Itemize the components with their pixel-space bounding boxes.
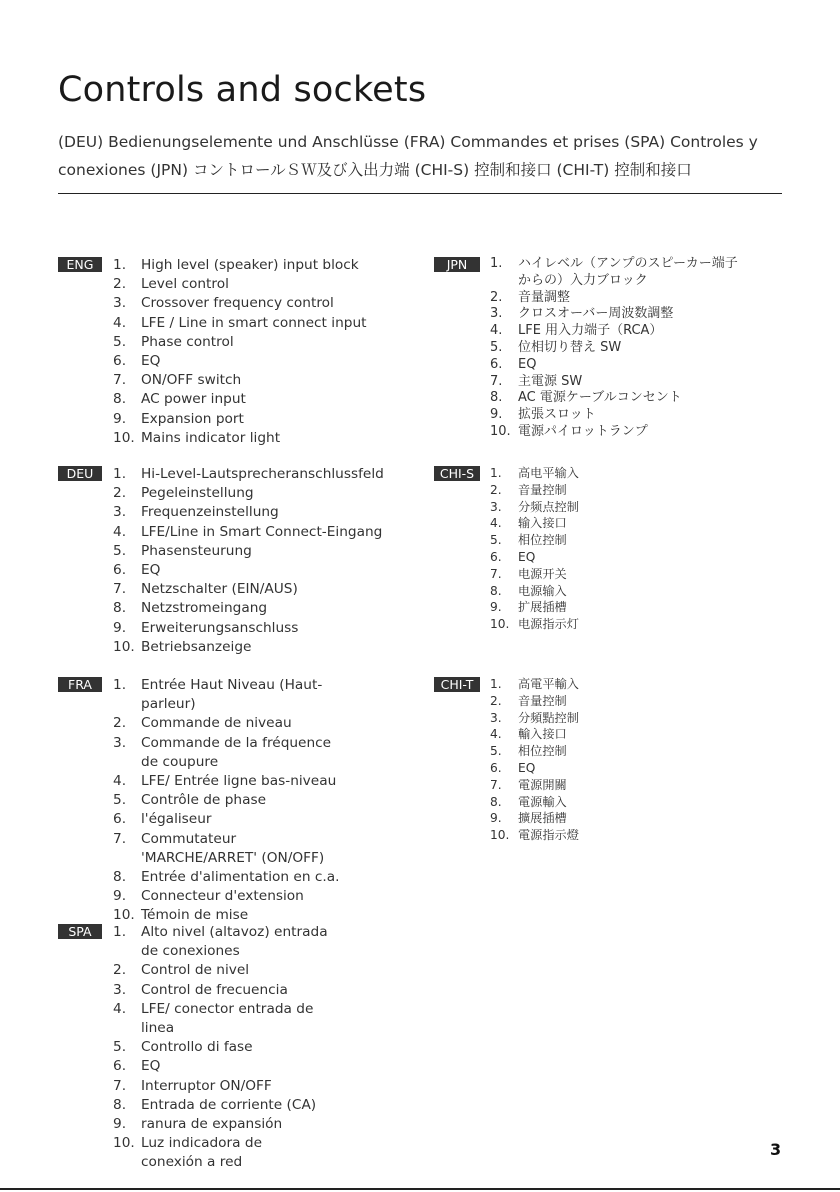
list-item [490,549,740,566]
item-number: 8. [113,600,127,617]
list-item [113,981,328,1000]
item-text: Erweiterungsanschluss [141,619,299,636]
item-text: Frequenzeinstellung [141,504,279,521]
item-number: 3. [490,710,502,725]
item-number: 4. [113,314,127,331]
item-list-jpn [490,256,740,441]
item-number: 5. [113,542,127,559]
item-text: Expansion port [141,410,244,427]
item-number: 2. [490,482,502,497]
list-item [490,357,740,374]
list-item [490,482,740,499]
item-text: 扩展插槽 [518,600,567,615]
item-number: 6. [113,811,127,828]
item-list-chis [490,465,740,633]
section-deu [58,465,398,665]
section-spa [58,923,398,1171]
list-item [490,340,740,357]
item-number: 7. [113,372,127,389]
item-number: 8. [490,390,503,406]
item-number: 7. [490,777,502,792]
item-text: クロスオーバー周波数調整 [518,306,674,322]
section-eng [58,256,398,456]
list-item [490,532,740,549]
list-item [490,306,740,323]
list-item [113,352,398,371]
item-number: 7. [490,566,502,581]
item-text: 相位控制 [518,533,567,548]
item-number: 6. [490,356,503,372]
list-item [113,275,398,294]
item-number: 4. [490,727,502,742]
item-number: 9. [490,600,502,615]
item-number: 7. [113,1077,127,1094]
list-item [113,791,343,810]
item-text: LFE/ conector entrada de linea [141,1000,314,1037]
item-text: Pegeleinstellung [141,485,254,502]
list-item [113,1134,328,1172]
item-text: 電源指示燈 [518,828,579,843]
list-item [113,772,343,791]
list-item [490,515,740,532]
list-item [113,1077,328,1096]
list-item [113,887,343,906]
list-item [490,777,740,794]
list-item [490,616,740,633]
list-item [490,407,740,424]
page-number: 3 [770,1140,782,1159]
item-text: Phasensteurung [141,542,252,559]
list-item [490,693,740,710]
item-number: 3. [113,981,127,998]
list-item [490,290,740,307]
item-number: 5. [490,339,503,355]
list-item [490,810,740,827]
item-list-spa [113,923,328,1173]
item-list-eng [113,256,398,448]
item-text: Entrada de corriente (CA) [141,1096,317,1113]
item-text: 主電源 SW [518,373,583,389]
item-text: 高电平输入 [518,466,579,480]
language-badge-eng: ENG [58,257,102,272]
item-text: 分频点控制 [518,499,579,514]
item-number: 9. [113,619,127,636]
item-text: Alto nivel (altavoz) entrada de conexiones [141,924,328,960]
list-item [490,566,740,583]
item-number: 10. [490,617,510,632]
item-number: 4. [490,323,503,339]
list-item [490,827,740,844]
item-text: Betriebsanzeige [141,638,252,655]
item-text: 分頻點控制 [518,710,579,725]
item-number: 9. [490,407,503,423]
language-badge-deu: DEU [58,466,102,481]
item-list-chit [490,676,740,844]
item-number: 10. [490,828,510,843]
item-text: AC power input [141,391,246,408]
item-number: 4. [113,773,127,790]
item-number: 2. [490,693,502,708]
item-text: Commande de la fréquence de coupure [141,734,332,770]
item-number: 10. [113,1135,135,1152]
item-text: Hi-Level-Lautsprecheranschlussfeld [141,466,384,482]
list-item [113,638,398,657]
list-item [113,542,398,561]
language-badge-chis: CHI-S [434,466,480,481]
item-text: 电源开关 [518,566,567,581]
list-item [490,599,740,616]
list-item [113,580,398,599]
item-number: 1. [490,677,502,691]
list-item [490,710,740,727]
item-text: Luz indicadora de conexión a red [141,1135,263,1171]
list-item [113,390,398,409]
item-text: EQ [518,549,536,564]
list-item [113,1000,328,1038]
item-text: Connecteur d'extension [141,888,304,905]
item-number: 3. [490,306,503,322]
list-item [113,465,398,484]
item-number: 5. [490,744,502,759]
language-badge-chit: CHI-T [434,677,480,692]
item-text: 電源輸入 [518,794,567,809]
item-text: Phase control [141,333,234,350]
language-badge-fra: FRA [58,677,102,692]
item-text: 音量控制 [518,693,567,708]
item-number: 2. [113,485,127,502]
list-item [113,1057,328,1076]
item-number: 7. [113,830,127,847]
item-number: 1. [113,677,127,693]
list-item [490,256,740,290]
subtitle-line-2: conexiones (JPN) コントロールＳＷ及び入出力端 (CHI-S) 控制和接口 (CHI-T) 控制和接口 [58,161,692,179]
item-number: 6. [490,760,502,775]
item-text: Controllo di fase [141,1039,253,1056]
item-number: 7. [113,581,127,598]
item-number: 10. [490,423,511,439]
item-number: 4. [113,523,127,540]
list-item [113,830,343,868]
item-text: Commutateur 'MARCHE/ARRET' (ON/OFF) [141,830,325,866]
item-text: 擴展插槽 [518,811,567,826]
item-number: 8. [113,391,127,408]
item-number: 10. [113,429,135,446]
section-fra [58,676,398,924]
item-number: 9. [113,1116,127,1133]
item-number: 9. [113,410,127,427]
section-chit [434,676,784,876]
item-text: 相位控制 [518,744,567,759]
page-title: Controls and sockets [58,70,427,110]
item-text: LFE/ Entrée ligne bas-niveau [141,773,337,790]
list-item [113,294,398,313]
list-item [113,314,398,333]
item-number: 3. [113,734,127,751]
item-number: 9. [113,888,127,905]
item-number: 9. [490,811,502,826]
item-number: 6. [113,353,127,370]
item-text: 音量調整 [518,289,571,305]
item-text: Crossover frequency control [141,295,334,312]
item-text: EQ [518,760,536,775]
list-item [113,868,343,887]
section-chis [434,465,784,665]
item-list-deu [113,465,398,657]
item-number: 1. [113,466,127,482]
item-number: 5. [490,533,502,548]
list-item [113,561,398,580]
item-number: 1. [490,256,503,271]
list-item [113,333,398,352]
item-text: Témoin de mise [141,907,249,924]
list-item [113,256,398,275]
item-number: 3. [490,499,502,514]
list-item [113,619,398,638]
item-text: Control de nivel [141,962,250,979]
item-text: 音量控制 [518,482,567,497]
item-number: 2. [113,715,127,732]
item-list-fra [113,676,343,926]
list-item [490,760,740,777]
item-text: 电源指示灯 [518,617,579,632]
item-text: Mains indicator light [141,429,281,446]
list-item [113,734,343,772]
list-item [490,794,740,811]
item-number: 4. [490,516,502,531]
list-item [113,961,328,980]
item-text: 输入接口 [518,516,567,531]
item-number: 3. [113,504,127,521]
item-text: LFE / Line in smart connect input [141,314,367,331]
list-item [113,1038,328,1057]
item-number: 5. [113,792,127,809]
list-item [113,1115,328,1134]
item-text: LFE/Line in Smart Connect-Eingang [141,523,383,540]
item-text: ON/OFF switch [141,372,242,389]
list-item [490,323,740,340]
list-item [490,465,740,482]
item-text: Netzschalter (EIN/AUS) [141,581,298,598]
language-badge-jpn: JPN [434,257,480,272]
item-number: 1. [490,466,502,480]
list-item [490,726,740,743]
item-number: 8. [490,583,502,598]
list-item [490,374,740,391]
list-item [113,676,343,714]
list-item [113,923,328,961]
item-number: 5. [113,1039,127,1056]
item-text: Netzstromeingang [141,600,268,617]
item-text: Entrée d'alimentation en c.a. [141,869,340,886]
item-number: 6. [490,549,502,564]
item-text: EQ [141,562,161,579]
item-text: High level (speaker) input block [141,257,359,273]
item-text: Commande de niveau [141,715,292,732]
list-item [113,429,398,448]
list-item [490,743,740,760]
language-badge-spa: SPA [58,924,102,939]
list-item [490,499,740,516]
list-item [113,714,343,733]
list-item [113,371,398,390]
item-text: Interruptor ON/OFF [141,1077,272,1094]
item-text: LFE 用入力端子（RCA） [518,323,663,339]
item-text: EQ [141,1058,161,1075]
item-number: 8. [113,869,127,886]
list-item [113,1096,328,1115]
item-text: l'égaliseur [141,811,212,828]
section-jpn [434,256,784,456]
item-text: 電源開關 [518,777,567,792]
header-divider [58,193,782,194]
list-item [490,390,740,407]
list-item [490,424,740,441]
item-text: ハイレベル（アンプのスピーカー端子からの）入力ブロック [518,256,738,288]
item-text: Level control [141,276,229,293]
item-text: Contrôle de phase [141,792,267,809]
item-number: 10. [113,907,135,924]
item-text: AC 電源ケーブルコンセント [518,390,682,406]
item-number: 4. [113,1000,127,1017]
page-subtitle [58,128,758,184]
item-text: 位相切り替え SW [518,339,622,355]
item-number: 2. [113,276,127,293]
item-number: 2. [490,289,503,305]
item-text: 电源输入 [518,583,567,598]
list-item [113,810,343,829]
list-item [113,503,398,522]
item-number: 1. [113,257,127,273]
footer-divider [0,1188,840,1190]
item-number: 6. [113,1058,127,1075]
list-item [113,410,398,429]
item-number: 8. [490,794,502,809]
item-text: EQ [141,353,161,370]
item-text: Entrée Haut Niveau (Haut-parleur) [141,677,323,713]
list-item [490,583,740,600]
item-text: EQ [518,356,537,372]
item-number: 1. [113,924,127,940]
item-number: 3. [113,295,127,312]
list-item [113,523,398,542]
item-text: ranura de expansión [141,1116,283,1133]
list-item [113,599,398,618]
item-number: 8. [113,1096,127,1113]
item-number: 6. [113,562,127,579]
item-text: 輸入接口 [518,727,567,742]
item-number: 10. [113,638,135,655]
subtitle-line-1: (DEU) Bedienungselemente und Anschlüsse (FRA) Commandes et prises (SPA) Controles y [58,133,758,151]
list-item [113,484,398,503]
item-text: 電源パイロットランプ [518,423,648,439]
item-text: Control de frecuencia [141,981,288,998]
list-item [490,676,740,693]
item-number: 5. [113,333,127,350]
item-text: 高電平輸入 [518,677,579,691]
item-text: 拡張スロット [518,407,596,423]
item-number: 7. [490,373,503,389]
item-number: 2. [113,962,127,979]
